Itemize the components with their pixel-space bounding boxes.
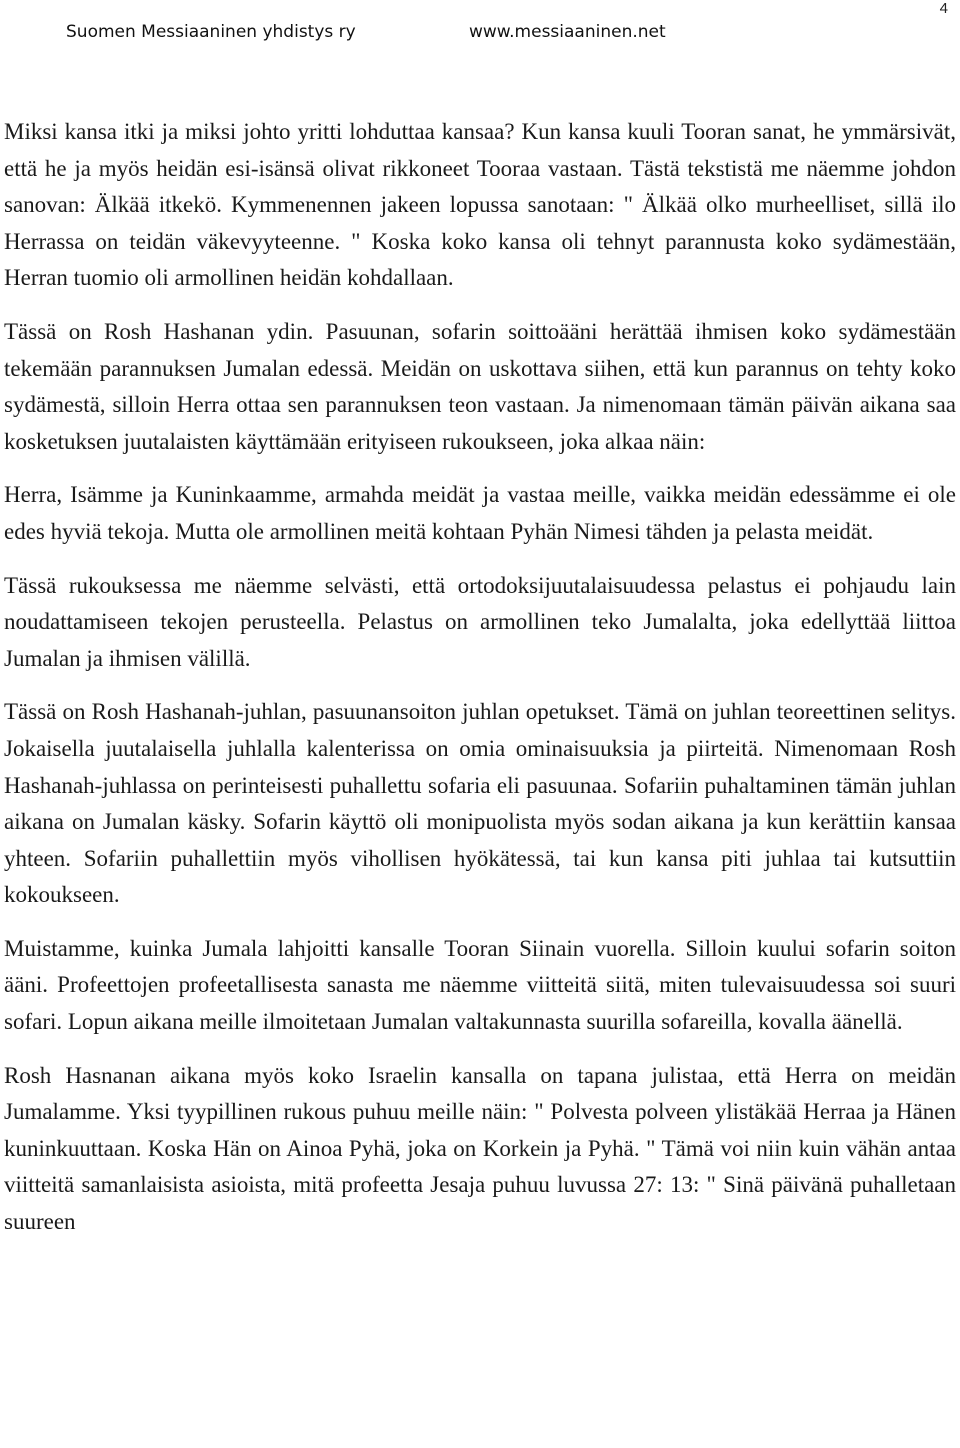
paragraph: Muistamme, kuinka Jumala lahjoitti kansalle Tooran Siinain vuorella. Silloin kuului sofarin soiton ääni. Profeettojen profeetallisesta sanasta me näemme viitteitä siitä, miten tulevaisuudessa soi suuri sofari. Lopun aikana meille ilmoitetaan Jumalan valtakunnasta suurilla sofareilla, kovalla äänellä. [4, 935, 956, 1035]
paragraph: Tässä on Rosh Hashanan ydin. Pasuunan, sofarin soittoääni herättää ihmisen koko sydämestään tekemään parannuksen Jumalan edessä. Meidän on uskottava siihen, että kun parannus on tehty koko sydämestä, silloin Herra ottaa sen parannuksen teon vastaan. Ja nimenomaan tämän päivän aikana saa kosketuksen juutalaisten käyttämään erityiseen rukoukseen, joka alkaa näin: [4, 318, 956, 454]
paragraph: Tässä on Rosh Hashanah-juhlan, pasuunansoiton juhlan opetukset. Tämä on juhlan teoreettinen selitys. Jokaisella juutalaisella juhlalla kalenterissa on omia ominaisuuksia ja piirteitä. Nimenomaan Rosh Hashanah-juhlassa on perinteisesti puhallettu sofaria eli pasuunaa. Sofariin puhaltaminen tämän juhlan aikana on Jumalan käsky. Sofarin käyttö oli monipuolista myös sodan aikana ja kun kerättiin kansaa yhteen. Sofariin puhallettiin myös vihollisen hyökätessä, tai kun kansa piti juhlaa tai kutsuttiin kokoukseen. [4, 699, 956, 908]
page-header [66, 22, 666, 42]
document-body [4, 114, 956, 1258]
header-website: www.messiaaninen.net [469, 22, 666, 42]
paragraph: Rosh Hasnanan aikana myös koko Israelin kansalla on tapana julistaa, että Herra on meidän Jumalamme. Yksi tyypillinen rukous puhuu meille näin: " Polvesta polveen ylistäkää Herraa ja Hänen kuninkuuttaan. Koska Hän on Ainoa Pyhä, joka on Korkein ja Pyhä. " Tämä voi niin kuin vähän antaa viitteitä samanlaisista asioista, mitä profeetta Jesaja puhuu luvussa 27: 13: " Sinä päivänä puhalletaan suureen [4, 1062, 956, 1235]
paragraph: Tässä rukouksessa me näemme selvästi, että ortodoksijuutalaisuudessa pelastus ei pohjaudu lain noudattamiseen tekojen perusteella. Pelastus on armollinen teko Jumalalta, joka edellyttää liittoa Jumalan ja ihmisen välillä. [4, 572, 956, 671]
header-organization: Suomen Messiaaninen yhdistys ry [66, 22, 356, 42]
page-number: 4 [939, 0, 948, 17]
paragraph: Herra, Isämme ja Kuninkaamme, armahda meidät ja vastaa meille, vaikka meidän edessämme ei ole edes hyviä tekoja. Mutta ole armollinen meitä kohtaan Pyhän Nimesi tähden ja pelasta meidät. [4, 482, 956, 544]
paragraph: Miksi kansa itki ja miksi johto yritti lohduttaa kansaa? Kun kansa kuuli Tooran sanat, he ymmärsivät, että he ja myös heidän esi-isänsä olivat rikkoneet Tooraa vastaan. Tästä tekstistä me näemme johdon sanovan: Älkää itkekö. Kymmenennen jakeen lopussa sanotaan: " Älkää olko murheelliset, sillä ilo Herrassa on teidän väkevyyteenne. " Koska koko kansa oli tehnyt parannusta koko sydämestään, Herran tuomio oli armollinen heidän kohdallaan. [4, 119, 956, 291]
